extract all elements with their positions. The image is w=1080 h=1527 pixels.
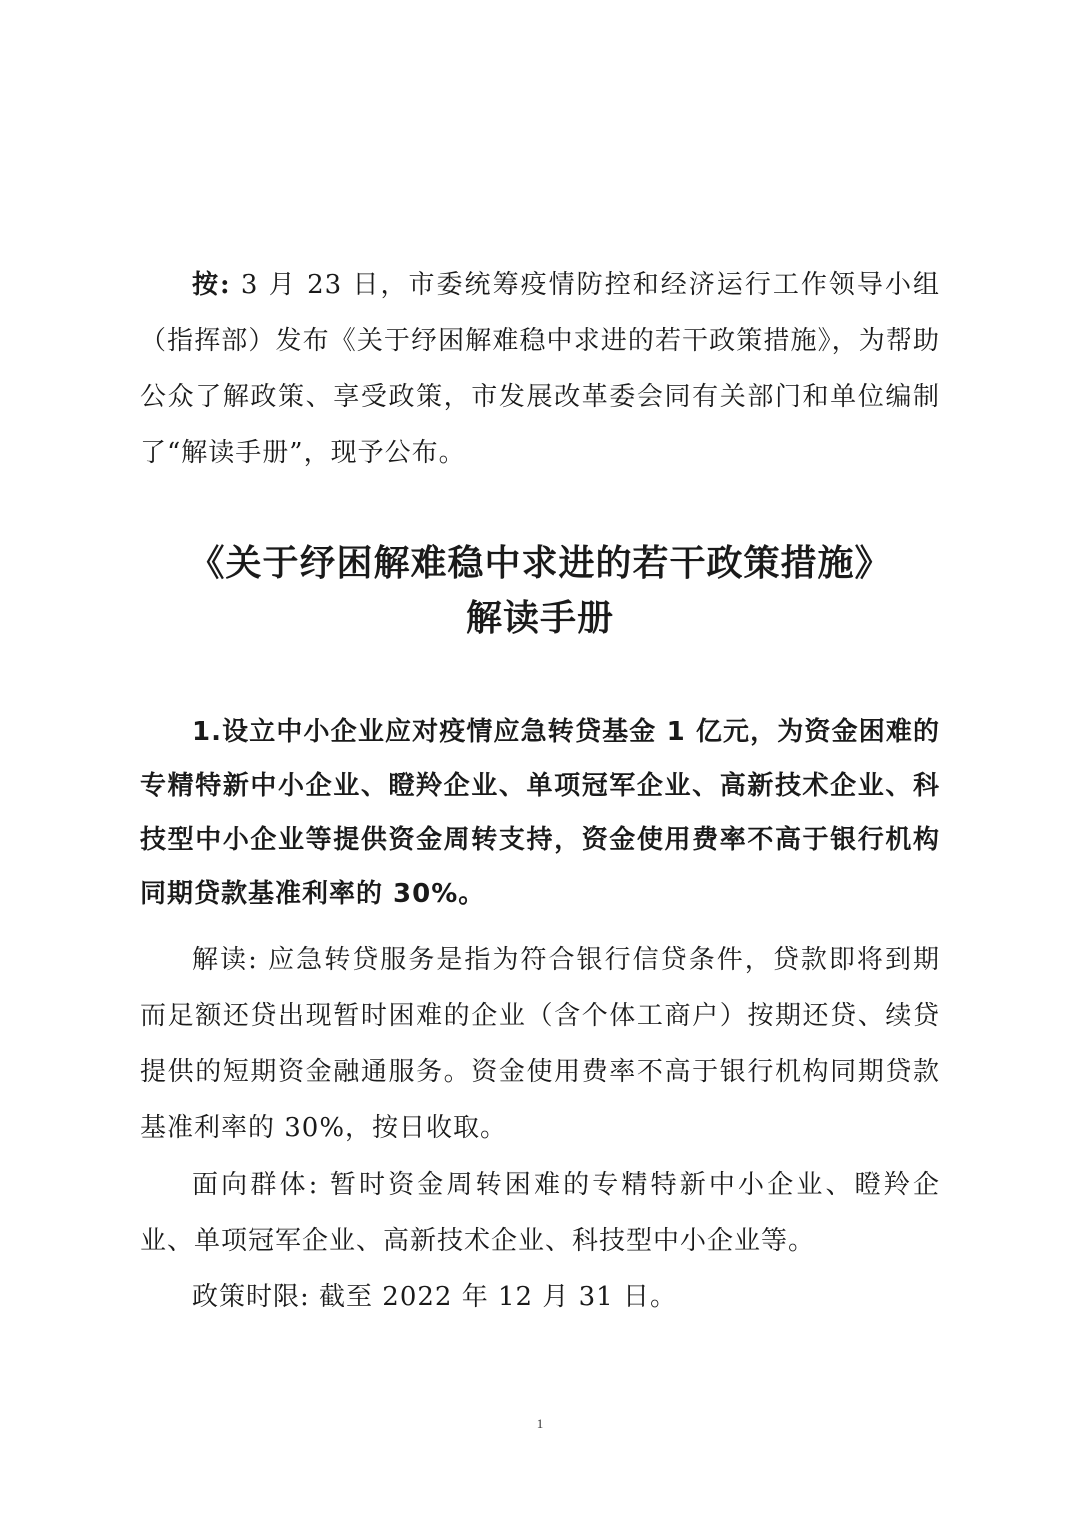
- interpretation-text: 应急转贷服务是指为符合银行信贷条件，贷款即将到期而足额还贷出现暂时困难的企业（含个体工商户）按期还贷、续贷提供的短期资金融通服务。资金使用费率不高于银行机构同期贷款基准利率的 30%，按日收取。: [140, 945, 941, 1143]
- target-audience-text: 暂时资金周转困难的专精特新中小企业、瞪羚企业、单项冠军企业、高新技术企业、科技型中小企业等。: [140, 1170, 941, 1256]
- editor-note-text: 3 月 23 日，市委统筹疫情防控和经济运行工作领导小组（指挥部）发布《关于纾困解难稳中求进的若干政策措施》，为帮助公众了解政策、享受政策，市发展改革委会同有关部门和单位编制了“解读手册”，现予公布。: [140, 270, 940, 468]
- page-number: 1: [536, 1416, 544, 1431]
- policy-deadline-paragraph: [140, 1269, 940, 1325]
- document-title: 《关于纾困解难稳中求进的若干政策措施》: [188, 543, 892, 584]
- target-audience-paragraph: [140, 1157, 940, 1269]
- target-audience-label: 面向群体:: [192, 1170, 319, 1200]
- policy-deadline-text: 截至 2022 年 12 月 31 日。: [309, 1282, 677, 1312]
- editor-note-lead: 按:: [192, 270, 231, 300]
- interpretation-paragraph: [140, 932, 940, 1156]
- editor-note: [140, 257, 940, 481]
- policy-measure-1: 1.设立中小企业应对疫情应急转贷基金 1 亿元，为资金困难的专精特新中小企业、瞪羚企业、单项冠军企业、高新技术企业、科技型中小企业等提供资金周转支持，资金使用费率不高于银行机构同期贷款基准利率的 30%。: [140, 717, 940, 909]
- document-subtitle: 解读手册: [465, 598, 614, 639]
- interpretation-label: 解读:: [192, 945, 258, 975]
- policy-deadline-label: 政策时限:: [192, 1282, 310, 1312]
